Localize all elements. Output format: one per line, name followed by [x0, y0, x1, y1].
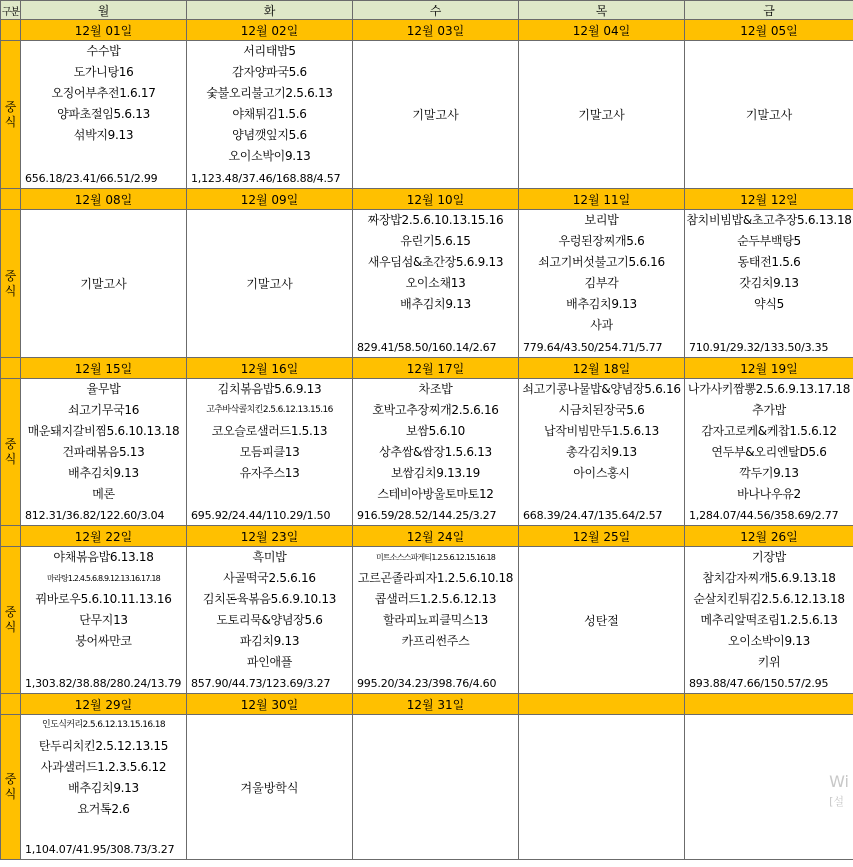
- menu-note: 기말고사: [80, 277, 127, 291]
- menu-item: 시금치된장국5.6: [558, 403, 645, 417]
- menu-item: 김치돈육볶음5.6.9.10.13: [202, 592, 337, 606]
- menu-item: 도토리묵&양념장5.6: [216, 613, 323, 627]
- menu-row: [1, 715, 853, 860]
- watermark: [829, 772, 849, 812]
- menu-item: 배추김치9.13: [68, 781, 139, 795]
- menu-item: 야채볶음밥6.13.18: [53, 550, 154, 564]
- menu-item: 감자양파국5.6: [232, 65, 307, 79]
- nutrition-info: 857.90/44.73/123.69/3.27: [191, 677, 331, 690]
- menu-note: 기말고사: [745, 108, 793, 122]
- menu-item: 쇠고기콩나물밥&양념장5.6.16: [522, 382, 681, 396]
- nutrition-info: 1,284.07/44.56/358.69/2.77: [689, 509, 839, 522]
- menu-item: 할라피뇨피클믹스13: [382, 613, 488, 627]
- menu-row: [1, 379, 853, 526]
- date-cell: 12월 01일: [21, 20, 187, 41]
- nutrition-info: 916.59/28.52/144.25/3.27: [357, 509, 497, 522]
- menu-cell: [21, 210, 187, 358]
- nutrition-info: 1,303.82/38.88/280.24/13.79: [25, 677, 182, 690]
- date-cell: 12월 17일: [353, 358, 519, 379]
- nutrition-info: 656.18/23.41/66.51/2.99: [25, 172, 158, 185]
- menu-item: 아이스홍시: [573, 466, 630, 480]
- menu-item: 코오슬로샐러드1.5.13: [211, 424, 328, 438]
- menu-item: 쇠고기버섯불고기5.6.16: [538, 255, 665, 269]
- nutrition-info: 893.88/47.66/150.57/2.95: [689, 677, 829, 690]
- date-cell: 12월 02일: [187, 20, 353, 41]
- menu-cell: [353, 547, 519, 694]
- menu-item: 보쌈5.6.10: [406, 424, 465, 438]
- date-row: [1, 20, 853, 41]
- menu-cell: [21, 379, 187, 526]
- date-row: [1, 526, 853, 547]
- menu-item: 순살치킨튀김2.5.6.12.13.18: [693, 592, 845, 606]
- nutrition-info: 1,123.48/37.46/168.88/4.57: [191, 172, 341, 185]
- meal-type-text: 중식: [4, 268, 17, 298]
- menu-item: 참치감자찌개5.6.9.13.18: [702, 571, 836, 585]
- menu-item: 탄두리치킨2.5.12.13.15: [38, 739, 169, 753]
- menu-item: 파김치9.13: [239, 634, 300, 648]
- menu-cell: [519, 210, 685, 358]
- date-row: [1, 358, 853, 379]
- menu-item: 배추김치9.13: [400, 297, 471, 311]
- menu-item: 사과: [590, 318, 613, 332]
- menu-cell: [685, 41, 853, 189]
- menu-item: 야채튀김1.5.6: [232, 107, 307, 121]
- menu-item: 흑미밥: [252, 550, 287, 564]
- menu-row: [1, 41, 853, 189]
- menu-item: 꿔바로우5.6.10.11.13.16: [35, 592, 172, 606]
- meal-type-text: 중식: [4, 605, 17, 634]
- menu-cell: [685, 379, 853, 526]
- menu-item: 오이소박이9.13: [728, 634, 810, 648]
- menu-cell: [519, 547, 685, 694]
- date-row-side: [1, 526, 21, 547]
- menu-row: [1, 547, 853, 694]
- menu-item: 바나나우유2: [737, 487, 801, 501]
- menu-item: 나가사키짬뽕2.5.6.9.13.17.18: [687, 382, 851, 396]
- date-cell: 12월 05일: [685, 20, 853, 41]
- date-cell: 12월 25일: [519, 526, 685, 547]
- menu-cell: [519, 715, 685, 860]
- menu-item: 김치볶음밥5.6.9.13: [217, 382, 322, 396]
- menu-item: 오징어부추전1.6.17: [51, 86, 156, 100]
- menu-item: 카프리썬주스: [401, 634, 470, 648]
- date-row-side: [1, 20, 21, 41]
- date-cell: 12월 22일: [21, 526, 187, 547]
- date-row-side: [1, 694, 21, 715]
- menu-item: 사과샐러드1.2.3.5.6.12: [40, 760, 167, 774]
- menu-item: 섞박지9.13: [73, 128, 134, 142]
- menu-item: 차조밥: [418, 382, 453, 396]
- date-cell: 12월 15일: [21, 358, 187, 379]
- menu-cell: [21, 715, 187, 860]
- meal-type-label: [1, 41, 21, 189]
- meal-type-label: [1, 715, 21, 860]
- header-row: [1, 1, 853, 20]
- date-cell: 12월 24일: [353, 526, 519, 547]
- menu-item: 스테비아방울토마토12: [377, 487, 494, 501]
- menu-cell: [21, 41, 187, 189]
- menu-item: 참치비빔밥&초고추장5.6.13.18: [686, 213, 852, 227]
- date-cell: 12월 08일: [21, 189, 187, 210]
- menu-cell: [21, 547, 187, 694]
- date-cell: 12월 10일: [353, 189, 519, 210]
- date-cell: 12월 23일: [187, 526, 353, 547]
- date-cell: 12월 03일: [353, 20, 519, 41]
- menu-item: 유린기5.6.15: [400, 234, 471, 248]
- menu-item: 배추김치9.13: [566, 297, 637, 311]
- menu-item: 콥샐러드1.2.5.6.12.13: [374, 592, 497, 606]
- menu-item: 사골떡국2.5.6.16: [223, 571, 316, 585]
- date-row-side: [1, 358, 21, 379]
- date-cell: [519, 694, 685, 715]
- menu-item: 연두부&오리엔탈D5.6: [711, 445, 827, 459]
- menu-item: 호박고추장찌개2.5.6.16: [372, 403, 499, 417]
- watermark-line1: Wi: [829, 772, 849, 791]
- menu-item: 보쌈김치9.13.19: [391, 466, 480, 480]
- meal-type-label: [1, 379, 21, 526]
- meal-type-label: [1, 547, 21, 694]
- menu-item: 서리태밥5: [243, 44, 296, 58]
- date-cell: 12월 11일: [519, 189, 685, 210]
- nutrition-info: 1,104.07/41.95/308.73/3.27: [25, 843, 175, 856]
- menu-item: 인도식커리2.5.6.12.13.15.16.18: [42, 720, 165, 730]
- menu-item: 보리밥: [584, 213, 619, 227]
- menu-item: 고추바삭콜치킨2.5.6.12.13.15.16: [206, 405, 333, 415]
- menu-item: 붕어싸만코: [75, 634, 132, 648]
- menu-cell: [187, 715, 353, 860]
- nutrition-info: 995.20/34.23/398.76/4.60: [357, 677, 497, 690]
- header-day-wed: 수: [353, 1, 519, 20]
- menu-item: 기장밥: [752, 550, 786, 564]
- menu-cell: [187, 41, 353, 189]
- menu-cell: [187, 547, 353, 694]
- header-day-thu: 목: [519, 1, 685, 20]
- menu-item: 양파초절임5.6.13: [57, 107, 150, 121]
- menu-item: 짜장밥2.5.6.10.13.15.16: [367, 213, 504, 227]
- nutrition-info: 668.39/24.47/135.64/2.57: [523, 509, 663, 522]
- menu-note: 기말고사: [578, 108, 625, 122]
- menu-cell: [353, 379, 519, 526]
- date-cell: 12월 26일: [685, 526, 853, 547]
- menu-cell: [519, 379, 685, 526]
- menu-item: 새우딤섬&초간장5.6.9.13: [367, 255, 504, 269]
- date-row: [1, 694, 853, 715]
- menu-item: 메론: [92, 487, 115, 501]
- menu-item: 파인애플: [246, 655, 293, 669]
- header-day-fri: 금: [685, 1, 853, 20]
- date-cell: 12월 18일: [519, 358, 685, 379]
- header-day-tue: 화: [187, 1, 353, 20]
- menu-item: 약식5: [754, 297, 784, 311]
- date-row: [1, 189, 853, 210]
- date-cell: 12월 31일: [353, 694, 519, 715]
- menu-item: 요거톡2.6: [77, 802, 130, 816]
- menu-item: 건파래볶음5.13: [62, 445, 145, 459]
- nutrition-info: 779.64/43.50/254.71/5.77: [523, 341, 663, 354]
- nutrition-info: 695.92/24.44/110.29/1.50: [191, 509, 331, 522]
- menu-note: 겨울방학식: [240, 780, 299, 795]
- header-gubun: 구분: [1, 1, 21, 20]
- date-row-side: [1, 189, 21, 210]
- nutrition-info: 812.31/36.82/122.60/3.04: [25, 509, 165, 522]
- menu-item: 미트소스스파게티1.2.5.6.12.15.16.18: [375, 553, 496, 562]
- menu-item: 감자고로케&케찹1.5.6.12: [701, 424, 837, 438]
- meal-type-text: 중식: [4, 772, 17, 801]
- menu-cell: [685, 210, 853, 358]
- date-cell: [685, 694, 853, 715]
- date-cell: 12월 16일: [187, 358, 353, 379]
- menu-cell: [685, 715, 853, 860]
- menu-item: 고르곤졸라피자1.2.5.6.10.18: [357, 571, 514, 585]
- menu-cell: [353, 715, 519, 860]
- menu-item: 도가니탕16: [73, 65, 134, 79]
- menu-cell: [353, 41, 519, 189]
- menu-item: 키위: [757, 655, 781, 669]
- date-cell: 12월 19일: [685, 358, 853, 379]
- menu-item: 김부각: [584, 276, 619, 290]
- menu-item: 깍두기9.13: [739, 466, 799, 480]
- date-cell: 12월 09일: [187, 189, 353, 210]
- menu-note: 기말고사: [246, 277, 293, 291]
- menu-item: 유자주스13: [239, 466, 300, 480]
- menu-item: 수수밥: [86, 44, 121, 58]
- menu-item: 매운돼지갈비찜5.6.10.13.18: [27, 424, 180, 438]
- menu-cell: [187, 210, 353, 358]
- menu-cell: [353, 210, 519, 358]
- menu-item: 쇠고기무국16: [67, 403, 140, 417]
- menu-note: 성탄절: [584, 613, 619, 628]
- menu-cell: [685, 547, 853, 694]
- menu-item: 양념깻잎지5.6: [232, 128, 307, 142]
- menu-item: 우렁된장찌개5.6: [558, 234, 645, 248]
- menu-note: 기말고사: [412, 108, 459, 122]
- menu-item: 숯불오리불고기2.5.6.13: [206, 86, 333, 100]
- watermark-line2: [설: [829, 795, 844, 808]
- menu-item: 추가밥: [752, 403, 786, 417]
- meal-type-text: 중식: [4, 99, 17, 129]
- menu-item: 배추김치9.13: [68, 466, 139, 480]
- menu-item: 납작비빔만두1.5.6.13: [544, 424, 659, 438]
- menu-item: 갓김치9.13: [739, 276, 799, 290]
- menu-item: 총각김치9.13: [566, 445, 637, 459]
- header-day-mon: 월: [21, 1, 187, 20]
- menu-item: 율무밥: [86, 382, 121, 396]
- date-cell: 12월 12일: [685, 189, 853, 210]
- meal-type-text: 중식: [4, 437, 17, 466]
- menu-cell: [519, 41, 685, 189]
- nutrition-info: 829.41/58.50/160.14/2.67: [357, 341, 497, 354]
- menu-item: 마라탕1.2.4.5.6.8.9.12.13.16.17.18: [47, 574, 160, 583]
- meal-type-label: [1, 210, 21, 358]
- date-cell: 12월 29일: [21, 694, 187, 715]
- nutrition-info: 710.91/29.32/133.50/3.35: [689, 341, 829, 354]
- menu-item: 메추리알떡조림1.2.5.6.13: [700, 613, 838, 627]
- menu-row: [1, 210, 853, 358]
- menu-item: 오이소박이9.13: [228, 149, 311, 163]
- menu-item: 오이소채13: [405, 276, 466, 290]
- date-cell: 12월 04일: [519, 20, 685, 41]
- menu-item: 순두부백탕5: [737, 234, 801, 248]
- menu-item: 상추쌈&쌈장1.5.6.13: [379, 445, 492, 459]
- date-cell: 12월 30일: [187, 694, 353, 715]
- menu-cell: [187, 379, 353, 526]
- menu-item: 단무지13: [79, 613, 128, 627]
- menu-item: 동태전1.5.6: [737, 255, 801, 269]
- menu-item: 모듬피클13: [239, 445, 300, 459]
